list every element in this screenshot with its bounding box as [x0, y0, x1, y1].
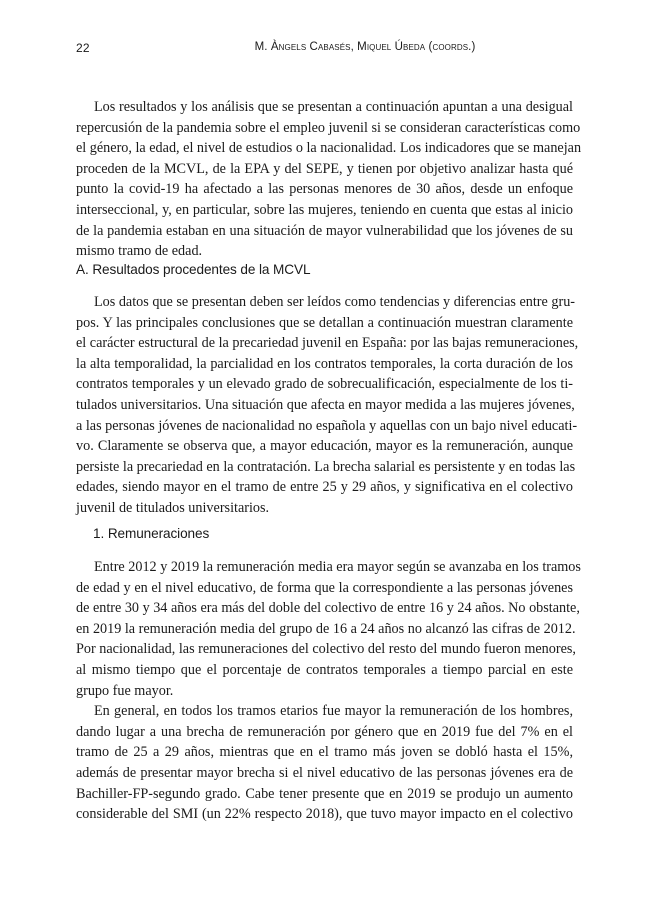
- text-line: dando lugar a una brecha de remuneración por género que en 2019 fue del 7% en el: [76, 723, 573, 740]
- text-line: considerable del SMI (un 22% respecto 2018), que tuvo mayor impacto en el colectivo: [76, 806, 573, 823]
- text-line: el género, la edad, el nivel de estudios o la nacionalidad. Los indicadores que se manejan: [76, 140, 582, 157]
- text-line: Los datos que se presentan deben ser leídos como tendencias y diferencias entre gru-: [94, 294, 576, 310]
- text-line: vo. Claramente se observa que, a mayor educación, mayor es la remuneración, aunque: [76, 438, 573, 455]
- text-line: Los resultados y los análisis que se presentan a continuación apuntan a una desigual: [94, 99, 573, 115]
- text-line: tramo de 25 a 29 años, mientras que en el tramo más joven se dobló hasta el 15%,: [76, 744, 573, 761]
- text-line: además de presentar mayor brecha si el nivel educativo de las personas jóvenes era de: [76, 764, 573, 781]
- text-line: punto la covid-19 ha afectado a las personas menores de 30 años, desde un enfoque: [76, 181, 573, 198]
- section-heading-a: A. Resultados procedentes de la MCVL: [76, 262, 311, 277]
- text-line: de la pandemia estaban en una situación de mayor vulnerabilidad que los jóvenes de su: [76, 222, 573, 239]
- section-a-paragraph: [76, 292, 579, 519]
- text-line: la alta temporalidad, la parcialidad en los contratos temporales, la corta duración de los: [76, 355, 573, 372]
- text-line: proceden de la MCVL, de la EPA y del SEPE, y tienen por objetivo analizar hasta qué: [76, 160, 573, 177]
- text-line: juvenil de titulados universitarios.: [76, 499, 270, 516]
- running-header: M. Àngels Cabasés, Miquel Úbeda (coords.): [254, 41, 476, 53]
- text-line: en 2019 la remuneración media del grupo de 16 a 24 años no alcanzó las cifras de 2012.: [76, 620, 576, 637]
- text-line: a las personas jóvenes de nacionalidad no española y aquellas con un bajo nivel educati-: [76, 417, 578, 434]
- text-line: mismo tramo de edad.: [76, 243, 203, 260]
- text-line: de entre 30 y 34 años era más del doble del colectivo de entre 16 y 24 años. No obstante,: [76, 600, 580, 617]
- text-line: tulados universitarios. Una situación que afecta en mayor medida a las mujeres jóvenes,: [76, 396, 575, 413]
- section-1-paragraph-1: [76, 557, 581, 701]
- text-line: al mismo tiempo que el porcentaje de contratos temporales a tiempo parcial en este: [76, 661, 573, 678]
- section-heading-1: 1. Remuneraciones: [93, 526, 210, 541]
- text-line: Bachiller-FP-segundo grado. Cabe tener presente que en 2019 se produjo un aumento: [76, 785, 573, 802]
- text-line: En general, en todos los tramos etarios fue mayor la remuneración de los hombres,: [94, 703, 573, 720]
- intro-paragraph: [76, 97, 582, 262]
- page-number: 22: [76, 41, 90, 55]
- text-line: repercusión de la pandemia sobre el empleo juvenil si se consideran características como: [76, 119, 581, 136]
- text-line: el carácter estructural de la precariedad juvenil en España: por las bajas remuneraciones,: [76, 335, 579, 352]
- text-line: persiste la precariedad en la contratación. La brecha salarial es persistente y en todas las: [76, 458, 576, 475]
- section-1-body: [76, 557, 581, 825]
- text-line: pos. Y las principales conclusiones que se detallan a continuación muestran claramente: [76, 314, 573, 331]
- text-line: Por nacionalidad, las remuneraciones del colectivo del resto del mundo fueron menores,: [76, 641, 576, 658]
- text-line: contratos temporales y un elevado grado de sobrecualificación, especialmente de los ti-: [76, 376, 573, 393]
- text-line: edades, siendo mayor en el tramo de entre 25 y 29 años, y significativa en el colectivo: [76, 479, 573, 496]
- text-line: interseccional, y, en particular, sobre las mujeres, teniendo en cuenta que estas al inicio: [76, 201, 573, 218]
- text-line: de edad y en el nivel educativo, de forma que la correspondiente a las personas jóvenes: [76, 579, 573, 596]
- text-line: Entre 2012 y 2019 la remuneración media era mayor según se avanzaba en los tramos: [94, 559, 581, 575]
- section-1-paragraph-2: [76, 701, 573, 825]
- text-line: grupo fue mayor.: [76, 682, 174, 699]
